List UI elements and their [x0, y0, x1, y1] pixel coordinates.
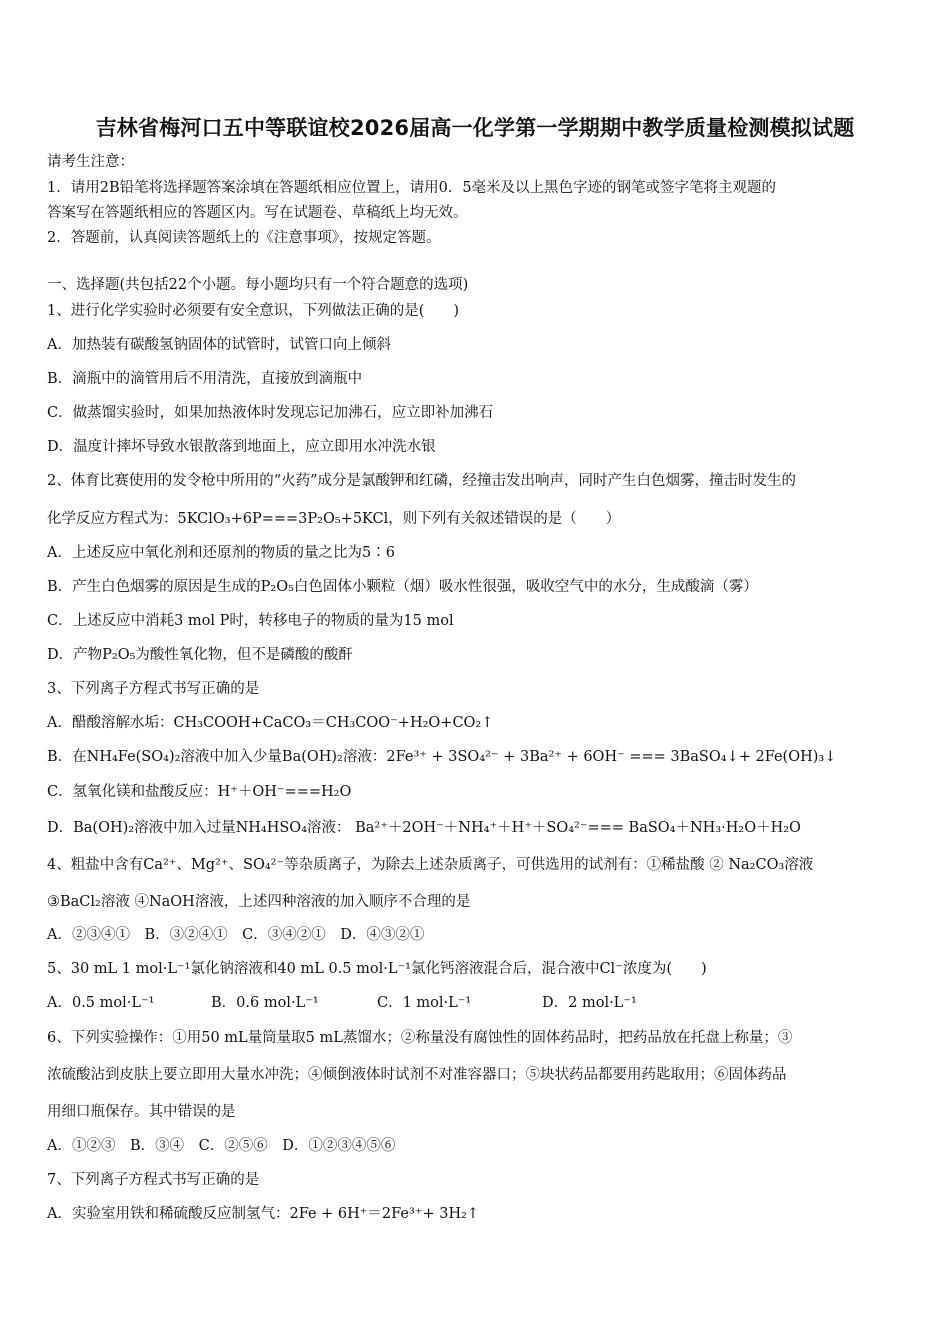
q4-stem-line-2: ③BaCl₂溶液 ④NaOH溶液，上述四种溶液的加入顺序不合理的是 — [47, 894, 471, 910]
page-title: 吉林省梅河口五中等联谊校2026届高一化学第一学期期中教学质量检测模拟试题 — [95, 116, 855, 140]
q3-option-b: B．在NH₄Fe(SO₄)₂溶液中加入少量Ba(OH)₂溶液：2Fe³⁺ + 3SO₄²⁻ + 3Ba²⁺ + 6OH⁻ === 3BaSO₄↓+ 2Fe(OH)₃↓ — [47, 749, 837, 765]
q1-option-d: D．温度计摔坏导致水银散落到地面上，应立即用水冲洗水银 — [47, 439, 436, 455]
q2-option-c: C．上述反应中消耗3 mol P时，转移电子的物质的量为15 mol — [47, 613, 454, 629]
q6-options: A．①②③ B．③④ C．②⑤⑥ D．①②③④⑤⑥ — [47, 1138, 396, 1154]
q1-stem: 1、进行化学实验时必须要有安全意识，下列做法正确的是( ) — [47, 303, 460, 319]
section-heading: 一、选择题(共包括22个小题。每小题均只有一个符合题意的选项) — [47, 277, 469, 293]
q6-stem-line-1: 6、下列实验操作：①用50 mL量筒量取5 mL蒸馏水；②称量没有腐蚀性的固体药品时，把药品放在托盘上称量；③ — [47, 1030, 793, 1046]
q1-option-a: A．加热装有碳酸氢钠固体的试管时，试管口向上倾斜 — [47, 337, 391, 353]
q5-option-a: A．0.5 mol·L⁻¹ — [47, 995, 155, 1011]
q2-option-b: B．产生白色烟雾的原因是生成的P₂O₅白色固体小颗粒（烟）吸水性很强，吸收空气中的水分，生成酸滴（雾） — [47, 579, 758, 595]
q5-option-d: D．2 mol·L⁻¹ — [542, 995, 637, 1011]
q1-option-b: B．滴瓶中的滴管用后不用清洗，直接放到滴瓶中 — [47, 371, 363, 387]
q5-option-c: C．1 mol·L⁻¹ — [377, 995, 472, 1011]
q3-stem: 3、下列离子方程式书写正确的是 — [47, 681, 260, 697]
q2-stem-line-1: 2、体育比赛使用的发令枪中所用的“火药”成分是氯酸钾和红磷，经撞击发出响声，同时产生白色烟雾，撞击时发生的 — [47, 473, 797, 489]
q6-stem-line-2: 浓硫酸沾到皮肤上要立即用大量水冲洗；④倾倒液体时试剂不对准容器口；⑤块状药品都要用药匙取用；⑥固体药品 — [47, 1067, 787, 1083]
q2-option-d: D．产物P₂O₅为酸性氧化物，但不是磷酸的酸酐 — [47, 647, 353, 663]
q6-stem-line-3: 用细口瓶保存。其中错误的是 — [47, 1104, 236, 1120]
q7-stem: 7、下列离子方程式书写正确的是 — [47, 1172, 260, 1188]
q5-option-b: B．0.6 mol·L⁻¹ — [211, 995, 319, 1011]
notice-item-2: 2．答题前，认真阅读答题纸上的《注意事项》，按规定答题。 — [47, 230, 441, 246]
q4-stem-line-1: 4、粗盐中含有Ca²⁺、Mg²⁺、SO₄²⁻等杂质离子，为除去上述杂质离子，可供选用的试剂有：①稀盐酸 ② Na₂CO₃溶液 — [47, 857, 814, 873]
notice-heading: 请考生注意： — [47, 154, 134, 170]
q7-option-a: A．实验室用铁和稀硫酸反应制氢气：2Fe + 6H⁺＝2Fe³⁺+ 3H₂↑ — [47, 1206, 480, 1222]
q3-option-c: C．氢氧化镁和盐酸反应：H⁺＋OH⁻===H₂O — [47, 784, 352, 800]
q3-option-d: D．Ba(OH)₂溶液中加入过量NH₄HSO₄溶液： Ba²⁺＋2OH⁻＋NH₄⁺＋H⁺＋SO₄²⁻=== BaSO₄＋NH₃·H₂O＋H₂O — [47, 820, 801, 836]
q2-option-a: A．上述反应中氧化剂和还原剂的物质的量之比为5∶6 — [47, 545, 395, 561]
q3-option-a: A．醋酸溶解水垢：CH₃COOH+CaCO₃＝CH₃COO⁻+H₂O+CO₂↑ — [47, 715, 494, 731]
notice-item-1-line-2: 答案写在答题纸相应的答题区内。写在试题卷、草稿纸上均无效。 — [47, 205, 468, 221]
q2-stem-line-2: 化学反应方程式为：5KClO₃+6P===3P₂O₅+5KCl，则下列有关叙述错误的是（ ） — [47, 511, 621, 527]
q1-option-c: C．做蒸馏实验时，如果加热液体时发现忘记加沸石，应立即补加沸石 — [47, 405, 494, 421]
notice-item-1-line-1: 1．请用2B铅笔将选择题答案涂填在答题纸相应位置上，请用0．5毫米及以上黑色字迹的钢笔或签字笔将主观题的 — [47, 180, 777, 196]
q4-options: A．②③④① B．③②④① C．③④②① D．④③②① — [47, 927, 425, 943]
q5-stem: 5、30 mL 1 mol·L⁻¹氯化钠溶液和40 mL 0.5 mol·L⁻¹氯化钙溶液混合后，混合液中Cl⁻浓度为( ) — [47, 961, 707, 977]
